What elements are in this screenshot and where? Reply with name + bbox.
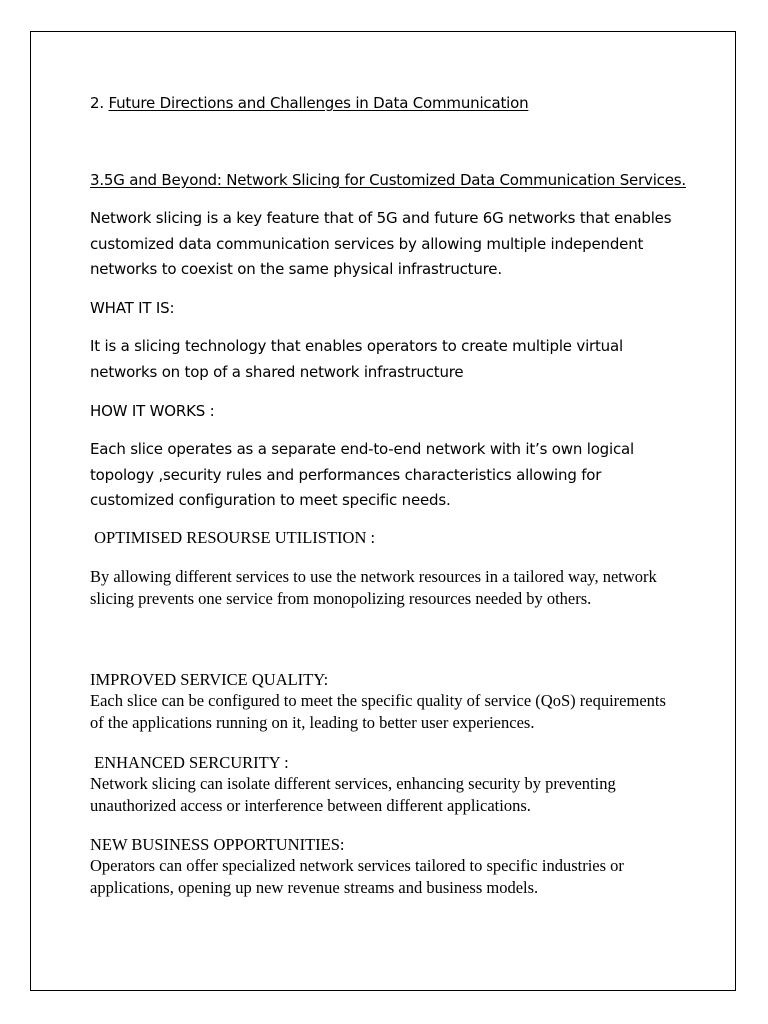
heading-number: 2. — [90, 94, 109, 112]
how-it-works-label: HOW IT WORKS : — [90, 402, 215, 420]
intro-paragraph: Network slicing is a key feature that of 5G and future 6G networks that enables customized data communication services by allowing multiple independent networks to coexist on the same physical infrastructure. — [90, 209, 672, 278]
optimised-label: OPTIMISED RESOURSE UTILISTION : — [90, 528, 376, 547]
what-it-is-label: WHAT IT IS: — [90, 299, 175, 317]
business-paragraph: Operators can offer specialized network services tailored to specific industries or applications, opening up new revenue streams and business models. — [90, 856, 624, 897]
quality-paragraph: Each slice can be configured to meet the specific quality of service (QoS) requirements of the applications running on it, leading to better user experiences. — [90, 691, 666, 732]
security-label: ENHANCED SERCURITY : — [90, 753, 289, 772]
quality-label: IMPROVED SERVICE QUALITY: — [90, 670, 329, 689]
section-heading — [90, 94, 700, 112]
subheading — [90, 171, 700, 189]
security-paragraph: Network slicing can isolate different services, enhancing security by preventing unauthorized access or interference between different applications. — [90, 774, 616, 815]
optimised-paragraph: By allowing different services to use the network resources in a tailored way, network slicing prevents one service from monopolizing resources needed by others. — [90, 567, 657, 608]
subheading-text: 3.5G and Beyond: Network Slicing for Customized Data Communication Services. — [90, 171, 686, 189]
business-label: NEW BUSINESS OPPORTUNITIES: — [90, 835, 345, 854]
how-it-works-paragraph: Each slice operates as a separate end-to-end network with it’s own logical topology ,security rules and performances characteristics allowing for customized configuration to meet specific needs. — [90, 440, 634, 509]
heading-title: Future Directions and Challenges in Data Communication — [108, 94, 529, 112]
what-it-is-paragraph: It is a slicing technology that enables operators to create multiple virtual networks on top of a shared network infrastructure — [90, 337, 623, 381]
